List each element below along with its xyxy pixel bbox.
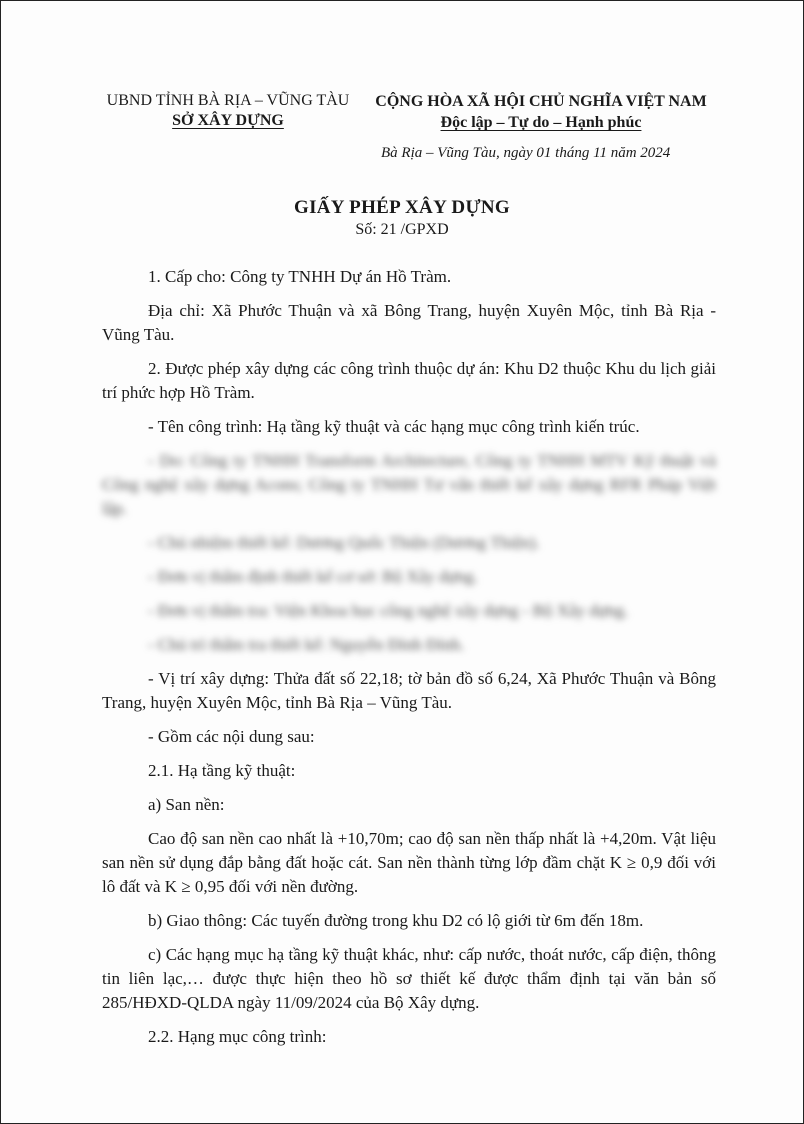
issuer-department: SỞ XÂY DỰNG [172,112,284,129]
redacted-paragraph: - Đơn vị thẩm tra: Viện Khoa học công nghệ xây dựng - Bộ Xây dựng. [148,601,629,620]
issuer-block [97,91,359,131]
issuer-authority: UBND TỈNH BÀ RỊA – VŨNG TÀU [106,92,350,109]
paragraph: a) San nền: [148,795,225,814]
paragraph: 2. Được phép xây dựng các công trình thuộc dự án: Khu D2 thuộc Khu du lịch giải trí phức hợp Hồ Tràm. [102,359,716,402]
national-motto: Độc lập – Tự do – Hạnh phúc [440,114,642,131]
redacted-paragraph: - Chủ trì thẩm tra thiết kế: Nguyễn Đình Đính. [148,635,465,654]
document-number: Số: 21 /GPXD [355,221,449,238]
country-name: CỘNG HÒA XÃ HỘI CHỦ NGHĨA VIỆT NAM [375,93,707,110]
redacted-paragraph: - Do: Công ty TNHH Transform Architecture, Công ty TNHH MTV Kỹ thuật và Công nghệ xây dựng Acons; Công ty TNHH Tư vấn thiết kế xây dựng RFR Pháp Việt lập. [102,451,716,518]
document-body [102,265,716,1059]
paragraph: 1. Cấp cho: Công ty TNHH Dự án Hồ Tràm. [148,267,452,286]
redacted-paragraph: - Đơn vị thẩm định thiết kế cơ sở: Bộ Xây dựng. [148,567,478,586]
paragraph: Cao độ san nền cao nhất là +10,70m; cao độ san nền thấp nhất là +4,20m. Vật liệu san nền sử dụng đắp bằng đất hoặc cát. San nền thành từng lớp đầm chặt K ≥ 0,9 đối với lô đất và K ≥ 0,95 đối với nền đường. [102,829,716,896]
paragraph: 2.2. Hạng mục công trình: [148,1027,327,1046]
paragraph: - Tên công trình: Hạ tầng kỹ thuật và các hạng mục công trình kiến trúc. [148,417,640,436]
national-heading [361,91,721,133]
paragraph: - Vị trí xây dựng: Thửa đất số 22,18; tờ bản đồ số 6,24, Xã Phước Thuận và Bông Trang, huyện Xuyên Mộc, tỉnh Bà Rịa – Vũng Tàu. [102,669,716,712]
paragraph: b) Giao thông: Các tuyến đường trong khu D2 có lộ giới từ 6m đến 18m. [148,911,644,930]
paragraph: - Gồm các nội dung sau: [148,727,315,746]
document-title: GIẤY PHÉP XÂY DỰNG [294,197,510,218]
paragraph: Địa chỉ: Xã Phước Thuận và xã Bông Trang, huyện Xuyên Mộc, tỉnh Bà Rịa - Vũng Tàu. [102,301,716,344]
paragraph: c) Các hạng mục hạ tầng kỹ thuật khác, như: cấp nước, thoát nước, cấp điện, thông tin liên lạc,… được thực hiện theo hồ sơ thiết kế được thẩm định tại văn bản số 285/HĐXD-QLDA ngày 11/09/2024 của Bộ Xây dựng. [102,945,716,1012]
paragraph: 2.1. Hạ tầng kỹ thuật: [148,761,296,780]
issue-date: Bà Rịa – Vũng Tàu, ngày 01 tháng 11 năm 2024 [381,145,671,161]
redacted-paragraph: - Chủ nhiệm thiết kế: Dương Quốc Thiện (Dương Thiện). [148,533,540,552]
